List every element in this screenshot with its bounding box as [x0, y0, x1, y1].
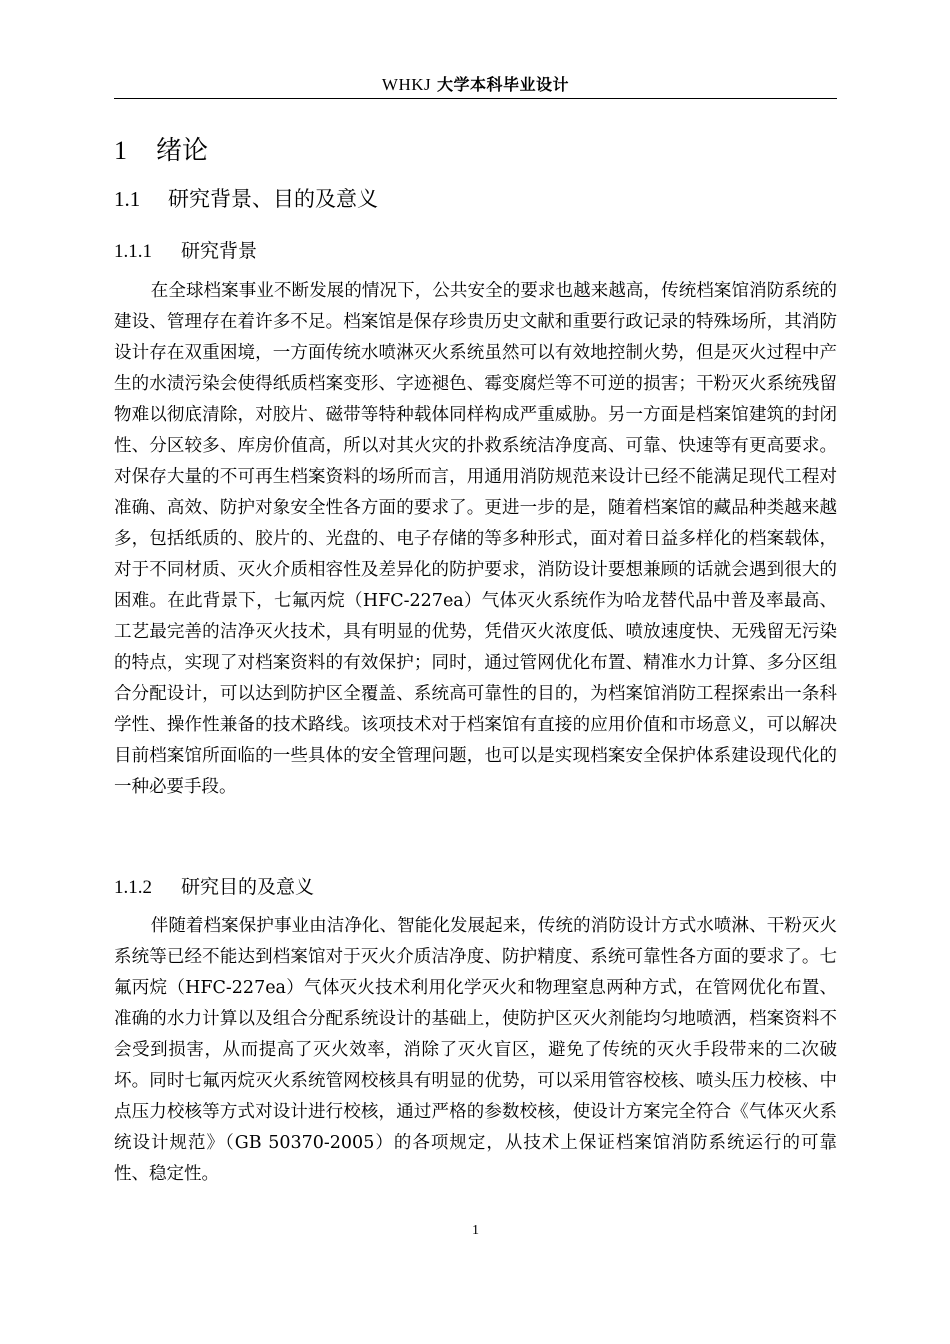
header-rule — [114, 98, 837, 99]
section-number: 1.1 — [114, 187, 141, 211]
page-header — [114, 73, 837, 97]
header-title: 大学本科毕业设计 — [437, 75, 570, 94]
subsection-number: 1.1.1 — [114, 241, 152, 262]
paragraph-background: 在全球档案事业不断发展的情况下，公共安全的要求也越来越高，传统档案馆消防系统的建设、管理存在着许多不足。档案馆是保存珍贵历史文献和重要行政记录的特殊场所，其消防设计存在双重困境，一方面传统水喷淋灭火系统虽然可以有效地控制火势，但是灭火过程中产生的水渍污染会使得纸质档案变形、字迹褪色、霉变腐烂等不可逆的损害；干粉灭火系统残留物难以彻底清除，对胶片、磁带等特种载体同样构成严重威胁。另一方面是档案馆建筑的封闭性、分区较多、库房价值高，所以对其火灾的扑救系统洁净度高、可靠、快速等有更高要求。对保存大量的不可再生档案资料的场所而言，用通用消防规范来设计已经不能满足现代工程对准确、高效、防护对象安全性各方面的要求了。更进一步的是，随着档案馆的藏品种类越来越多，包括纸质的、胶片的、光盘的、电子存储的等多种形式，面对着日益多样化的档案载体，对于不同材质、灭火介质相容性及差异化的防护要求，消防设计要想兼顾的话就会遇到很大的困难。在此背景下，七氟丙烷（HFC-227ea）气体灭火系统作为哈龙替代品中普及率最高、工艺最完善的洁净灭火技术，具有明显的优势，凭借灭火浓度低、喷放速度快、无残留无污染的特点，实现了对档案资料的有效保护；同时，通过管网优化布置、精准水力计算、多分区组合分配设计，可以达到防护区全覆盖、系统高可靠性的目的，为档案馆消防工程探索出一条科学性、操作性兼备的技术路线。该项技术对于档案馆有直接的应用价值和市场意义，可以解决目前档案馆所面临的一些具体的安全管理问题，也可以是实现档案安全保护体系建设现代化的一种必要手段。 — [114, 281, 837, 797]
header-code: WHKJ — [381, 75, 432, 94]
subsection-title: 研究目的及意义 — [181, 876, 315, 898]
subsection-heading-purpose — [114, 872, 314, 903]
subsection-heading-background — [114, 236, 257, 267]
section-heading — [114, 183, 378, 215]
subsection-number: 1.1.2 — [114, 877, 152, 898]
chapter-number: 1 — [114, 136, 127, 165]
page-number: 1 — [472, 1223, 479, 1238]
chapter-heading — [114, 133, 208, 169]
chapter-title: 绪论 — [156, 136, 209, 166]
paragraph-purpose: 伴随着档案保护事业由洁净化、智能化发展起来，传统的消防设计方式水喷淋、干粉灭火系统等已经不能达到档案馆对于灭火介质洁净度、防护精度、系统可靠性各方面的要求了。七氟丙烷（HFC-227ea）气体灭火技术利用化学灭火和物理窒息两种方式，在管网优化布置、准确的水力计算以及组合分配系统设计的基础上，使防护区灭火剂能均匀地喷洒，档案资料不会受到损害，从而提高了灭火效率，消除了灭火盲区，避免了传统的灭火手段带来的二次破坏。同时七氟丙烷灭火系统管网校核具有明显的优势，可以采用管容校核、喷头压力校核、中点压力校核等方式对设计进行校核，通过严格的参数校核，使设计方案完全符合《气体灭火系统设计规范》（GB 50370-2005）的各项规定，从技术上保证档案馆消防系统运行的可靠性、稳定性。 — [114, 916, 837, 1184]
section-title: 研究背景、目的及意义 — [168, 187, 378, 211]
subsection-title: 研究背景 — [181, 240, 258, 262]
